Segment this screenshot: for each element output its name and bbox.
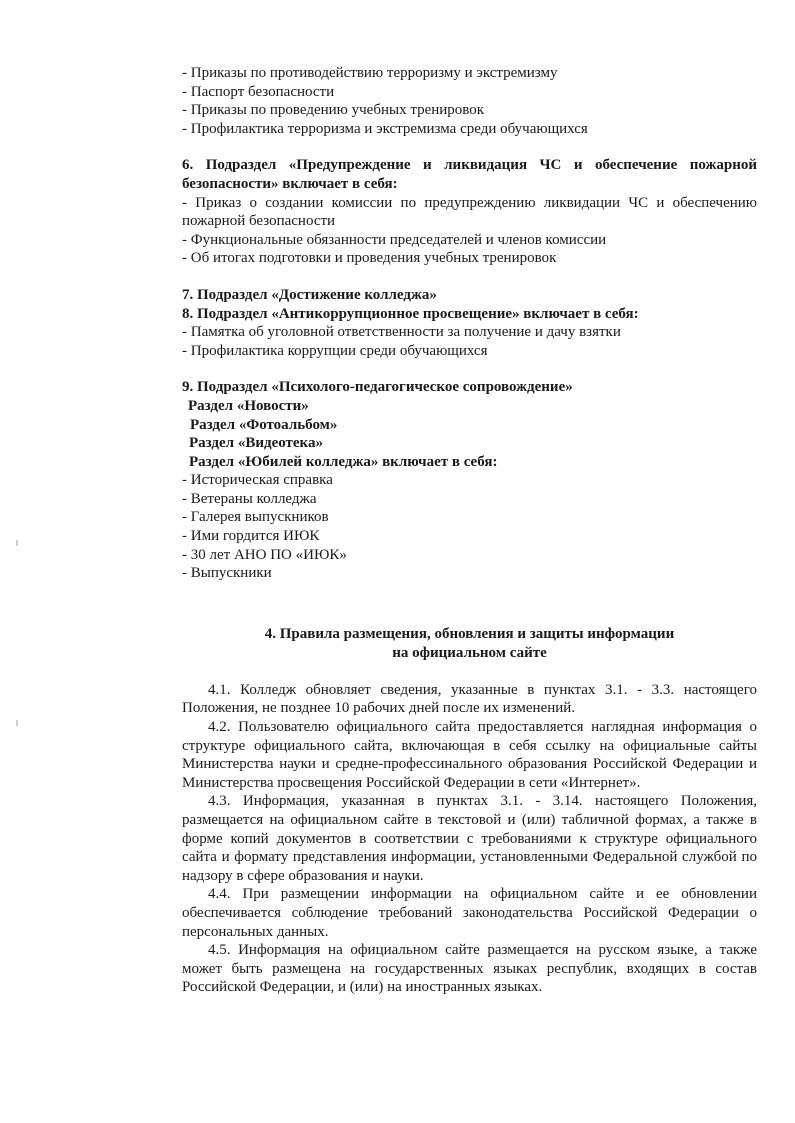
section-video-library-heading: Раздел «Видеотека» — [189, 435, 323, 452]
subsection-9 — [182, 378, 757, 583]
list-item: - Об итогах подготовки и проведения учебных тренировок — [182, 250, 557, 267]
list-item: - Функциональные обязанности председателей и членов комиссии — [182, 231, 607, 248]
security-orders-list — [182, 64, 757, 138]
list-item: - Выпускники — [182, 565, 272, 582]
paragraph-4-1: 4.1. Колледж обновляет сведения, указанные в пунктах 3.1. - 3.3. настоящего Положения, не позднее 10 рабочих дней после их изменений. — [182, 681, 757, 717]
subsection-8-heading: 8. Подраздел «Антикоррупционное просвещение» включает в себя: — [182, 305, 639, 322]
paragraph-4-5: 4.5. Информация на официальном сайте размещается на русском языке, а также может быть размещена на государственных языках республик, входящих в состав Российской Федерации, и (или) на иностранных языках. — [182, 942, 757, 996]
document-page — [182, 64, 757, 997]
list-item: - Ими гордится ИЮК — [182, 528, 320, 545]
section-4-title-line-1: 4. Правила размещения, обновления и защиты информации — [264, 625, 675, 642]
list-item: - Приказы по противодействию терроризму и экстремизму — [182, 65, 558, 81]
section-4-title-line-2: на официальном сайте — [392, 644, 547, 661]
subsection-7 — [182, 286, 757, 305]
section-anniversary-heading: Раздел «Юбилей колледжа» включает в себя: — [189, 453, 498, 470]
list-item: - Галерея выпускников — [182, 509, 329, 526]
list-item: - 30 лет АНО ПО «ИЮК» — [182, 546, 347, 563]
list-item: - Паспорт безопасности — [182, 83, 335, 100]
subsection-6-heading: 6. Подраздел «Предупреждение и ликвидация ЧС и обеспечение пожарной безопасности» включает в себя: — [182, 157, 757, 192]
subsection-7-heading: 7. Подраздел «Достижение колледжа» — [182, 286, 437, 303]
list-item: - Ветераны колледжа — [182, 490, 317, 507]
paragraph-4-4: 4.4. При размещении информации на официальном сайте и ее обновлении обеспечивается соблюдение требований законодательства Российской Федерации о персональных данных. — [182, 886, 757, 940]
list-item: - Профилактика терроризма и экстремизма среди обучающихся — [182, 120, 588, 137]
list-item: - Памятка об уголовной ответственности за получение и дачу взятки — [182, 324, 621, 341]
scan-artifact-mark — [16, 720, 18, 726]
list-item: - Приказы по проведению учебных тренировок — [182, 102, 485, 119]
scan-artifact-mark — [16, 540, 18, 546]
list-item: - Историческая справка — [182, 472, 333, 489]
list-item: - Профилактика коррупции среди обучающихся — [182, 342, 488, 359]
list-item: - Приказ о создании комиссии по предупреждению ликвидации ЧС и обеспечению пожарной безопасности — [182, 194, 757, 230]
section-news-heading: Раздел «Новости» — [188, 397, 309, 414]
paragraph-4-2: 4.2. Пользователю официального сайта предоставляется наглядная информация о структуре официального сайта, включающая в себя ссылку на официальные сайты Министерства науки и средне-профессинального образования Российской Федерации и Министерства просвещения Российской Федерации в сети «Интернет». — [182, 719, 757, 791]
subsection-9-heading: 9. Подраздел «Психолого-педагогическое сопровождение» — [182, 379, 573, 396]
section-photo-album-heading: Раздел «Фотоальбом» — [190, 416, 338, 433]
subsection-8 — [182, 305, 757, 361]
section-4 — [182, 625, 757, 997]
subsection-6 — [182, 156, 757, 268]
paragraph-4-3: 4.3. Информация, указанная в пунктах 3.1. - 3.14. настоящего Положения, размещается на официальном сайте в текстовой и (или) табличной формах, а также в форме копий документов в соответствии с требованиями к структуре официального сайта и формату представления информации, установленными Федеральной службой по надзору в сфере образования и науки. — [182, 793, 757, 884]
